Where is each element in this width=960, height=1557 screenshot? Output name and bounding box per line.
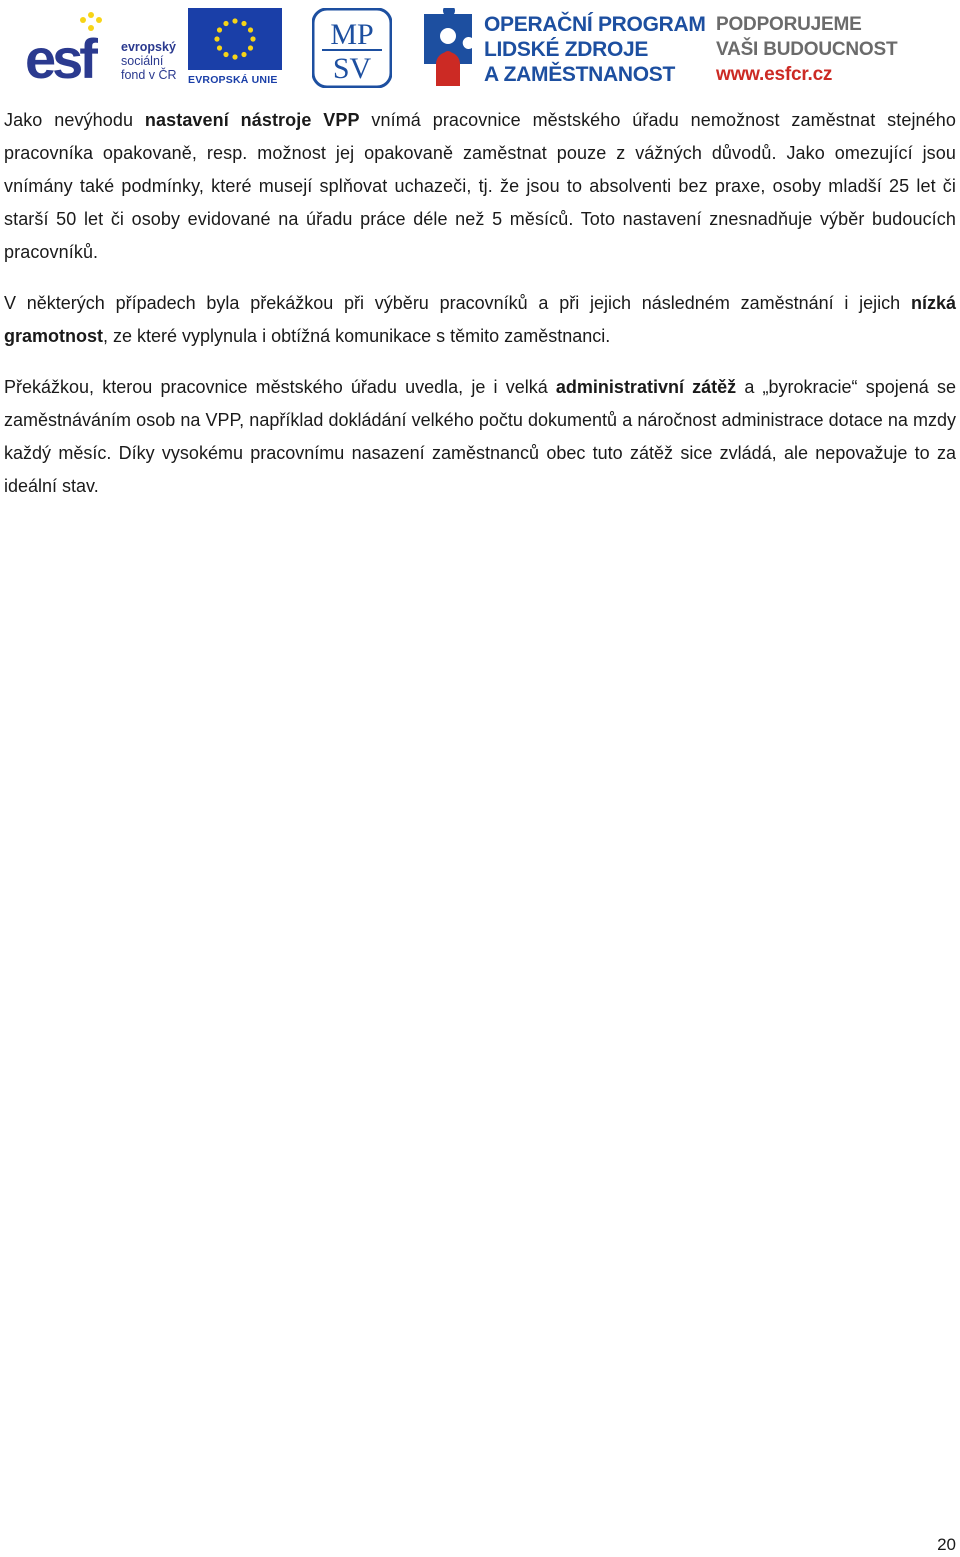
support-logo <box>716 12 916 88</box>
mpsv-logo <box>312 8 392 88</box>
document-body <box>4 104 956 521</box>
mpsv-line-2: SV <box>332 52 372 85</box>
puzzle-figure-icon <box>420 8 476 88</box>
p3-text-2: a „byrokracie“ spojená se zaměstnáváním osob na VPP, například dokládání velkého počtu dokumentů a náročnost administrace dotace na mzdy každý měsíc. Díky vysokému pracovnímu nasazení zaměstnanců obec tuto zátěž sice zvládá, ale nepovažuje to za ideální stav. <box>4 377 956 496</box>
p3-bold-1: administrativní zátěž <box>555 377 737 397</box>
p2-text-2: , ze které vyplynula i obtížná komunikace s těmito zaměstnanci. <box>103 326 611 346</box>
oplzz-line-3: A ZAMĚSTNANOST <box>484 63 676 86</box>
esf-logo <box>25 8 185 88</box>
support-line-1: PODPORUJEME <box>716 14 862 35</box>
p2-bold-1: nízká gramotnost <box>4 293 956 346</box>
oplzz-logo <box>420 8 706 88</box>
oplzz-line-1: OPERAČNÍ PROGRAM <box>484 13 706 36</box>
p3-text-1: Překážkou, kterou pracovnice městského úřadu uvedla, je i velká <box>4 377 556 397</box>
p2-text-1: V některých případech byla překážkou při výběru pracovníků a při jejich následném zaměstnání i jejich <box>4 293 911 313</box>
paragraph-vpp-disadvantages <box>4 104 956 269</box>
p1-bold-1: nastavení nástroje VPP <box>144 110 360 130</box>
p1-text-1: Jako nevýhodu <box>4 110 145 130</box>
svg-text:esf: esf <box>25 27 94 88</box>
oplzz-text <box>484 12 706 87</box>
esf-line-1: evropský <box>121 40 176 54</box>
eu-caption: EVROPSKÁ UNIE <box>188 74 278 86</box>
support-line-2: VAŠI BUDOUCNOST <box>716 39 898 60</box>
mpsv-emblem-icon <box>312 8 392 88</box>
page-number: 20 <box>937 1535 956 1554</box>
eu-flag-icon <box>188 8 282 70</box>
support-url: www.esfcr.cz <box>716 64 833 85</box>
oplzz-line-2: LIDSKÉ ZDROJE <box>484 38 649 61</box>
p1-text-2: vnímá pracovnice městského úřadu nemožnost zaměstnat stejného pracovníka opakovaně, resp. možnost jej opakovaně zaměstnat pouze z vážných důvodů. Jako omezující jsou vnímány také podmínky, které musejí splňovat uchazeči, tj. že jsou to absolventi bez praxe, osoby mladší 25 let či starší 50 let či osoby evidované na úřadu práce déle než 5 měsíců. Toto nastavení znesnadňuje výběr budoucích pracovníků. <box>4 110 956 262</box>
mpsv-line-1: MP <box>330 18 374 51</box>
esf-logo-text <box>121 40 177 82</box>
paragraph-admin-burden <box>4 371 956 503</box>
page-header <box>0 0 960 92</box>
paragraph-low-literacy <box>4 287 956 353</box>
esf-line-3: fond v ČR <box>121 68 177 82</box>
esf-line-2: sociální <box>121 54 164 68</box>
esf-mark-icon <box>25 8 115 88</box>
eu-logo <box>188 8 284 88</box>
